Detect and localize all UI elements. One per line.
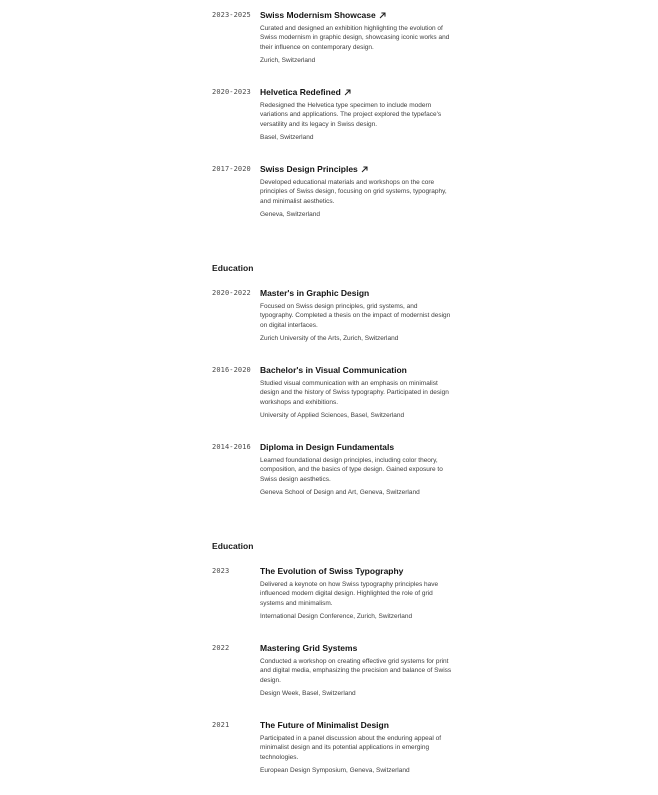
project-title[interactable]: Helvetica Redefined — [260, 87, 341, 97]
talk-title: The Future of Minimalist Design — [260, 720, 389, 730]
project-title-link[interactable] — [260, 87, 452, 97]
education-location: University of Applied Sciences, Basel, Switzerland — [260, 412, 405, 420]
education-title: Diploma in Design Fundamentals — [260, 442, 395, 452]
project-title[interactable]: Swiss Design Principles — [260, 164, 358, 174]
talk-description: Conducted a workshop on creating effective grid systems for print and digital media, emphasizing the precision and balance of Swiss design. — [260, 658, 452, 684]
talk-content — [260, 566, 452, 621]
talk-content — [260, 643, 452, 698]
project-location: Basel, Switzerland — [260, 134, 314, 142]
talk-location: International Design Conference, Zurich, Switzerland — [260, 613, 413, 621]
project-title-link[interactable] — [260, 164, 452, 174]
education-title: Master's in Graphic Design — [260, 288, 370, 298]
talk-location: Design Week, Basel, Switzerland — [260, 690, 356, 698]
project-years: 2023-2025 — [212, 11, 251, 19]
talk-year: 2023 — [212, 567, 230, 575]
project-title[interactable]: Swiss Modernism Showcase — [260, 10, 376, 20]
talk-description: Delivered a keynote on how Swiss typography principles have influenced modern digital design. Highlighted the role of grid systems and minimalism. — [260, 581, 439, 607]
arrow-up-right-icon[interactable] — [361, 166, 368, 173]
education-years: 2016-2020 — [212, 366, 251, 374]
talk-description: Participated in a panel discussion about the enduring appeal of minimalist design and its potential applications in emerging technologies. — [260, 735, 442, 761]
education-description: Studied visual communication with an emphasis on minimalist design and the history of Swiss typography. Participated in design workshops and exhibitions. — [260, 380, 449, 406]
project-content — [260, 164, 452, 219]
education-years: 2020-2022 — [212, 289, 251, 297]
education-description: Focused on Swiss design principles, grid systems, and typography. Completed a thesis on the impact of modernist design on digital interfaces. — [260, 303, 451, 329]
education-location: Geneva School of Design and Art, Geneva, Switzerland — [260, 489, 420, 497]
education-location: Zurich University of the Arts, Zurich, Switzerland — [260, 335, 399, 343]
project-location: Geneva, Switzerland — [260, 211, 320, 219]
talks-section-heading: Education — [212, 541, 254, 551]
talk-year: 2021 — [212, 721, 230, 729]
education-content — [260, 442, 452, 497]
arrow-up-right-icon[interactable] — [379, 12, 386, 19]
education-description: Learned foundational design principles, including color theory, composition, and the basics of type design. Gained exposure to Swiss design aesthetics. — [260, 457, 443, 483]
talk-title: Mastering Grid Systems — [260, 643, 358, 653]
project-location: Zurich, Switzerland — [260, 57, 316, 65]
education-years: 2014-2016 — [212, 443, 251, 451]
education-title: Bachelor's in Visual Communication — [260, 365, 407, 375]
talk-year: 2022 — [212, 644, 230, 652]
project-years: 2017-2020 — [212, 165, 251, 173]
project-description: Curated and designed an exhibition highlighting the evolution of Swiss modernism in graphic design, showcasing iconic works and their influence on contemporary design. — [260, 25, 450, 51]
talk-content — [260, 720, 452, 775]
talk-title: The Evolution of Swiss Typography — [260, 566, 404, 576]
project-years: 2020-2023 — [212, 88, 251, 96]
project-description: Developed educational materials and workshops on the core principles of Swiss design, focusing on grid systems, typography, and minimalist aesthetics. — [260, 179, 447, 205]
project-description: Redesigned the Helvetica type specimen to include modern variations and applications. The project explored the typeface's versatility and its legacy in Swiss design. — [260, 102, 442, 128]
talk-location: European Design Symposium, Geneva, Switzerland — [260, 767, 410, 775]
project-content — [260, 10, 452, 65]
arrow-up-right-icon[interactable] — [344, 89, 351, 96]
education-content — [260, 288, 452, 343]
project-content — [260, 87, 452, 142]
education-content — [260, 365, 452, 420]
project-title-link[interactable] — [260, 10, 452, 20]
education-section-heading: Education — [212, 263, 254, 273]
